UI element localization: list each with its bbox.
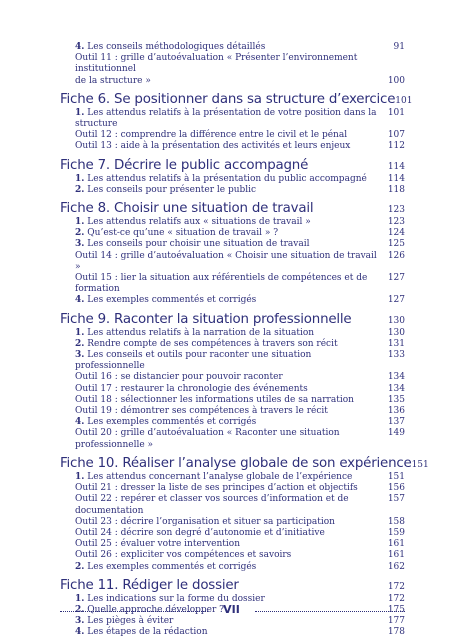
toc-chapter-heading[interactable] — [60, 312, 405, 327]
entry-text — [75, 483, 387, 494]
toc-entry[interactable] — [60, 562, 405, 573]
page-ref: 172 — [387, 581, 405, 592]
chapter-title: Fiche 8. Choisir une situation de travail — [60, 201, 314, 217]
toc-entry[interactable] — [60, 350, 405, 372]
entry-text — [75, 372, 387, 383]
entry-text — [75, 273, 387, 295]
page-ref: 114 — [387, 161, 405, 172]
entry-number: 1. — [75, 107, 85, 118]
entry-label: Outil 22 : repérer et classer vos sources d’information et de documentation — [75, 494, 349, 516]
page-ref: 134 — [387, 383, 405, 394]
toc-entry[interactable] — [60, 174, 405, 185]
toc-entry[interactable] — [60, 395, 405, 406]
entry-text — [75, 108, 387, 130]
entry-label: Les pièges à éviter — [87, 616, 174, 627]
toc-entry[interactable] — [60, 228, 405, 239]
entry-label: Outil 24 : décrire son degré d’autonomie et d’initiative — [75, 527, 325, 538]
toc-chapter-heading[interactable] — [60, 91, 413, 107]
entry-text — [75, 239, 387, 250]
page-ref: 133 — [387, 350, 405, 361]
entry-number: 2. — [75, 338, 85, 349]
entry-number: 1. — [75, 593, 85, 604]
entry-number: 4. — [75, 627, 85, 638]
page-ref: 177 — [387, 616, 405, 627]
page-ref: 149 — [387, 428, 405, 439]
entry-text — [75, 228, 387, 239]
entry-label: Outil 25 : évaluer votre intervention — [75, 539, 241, 550]
toc-entry[interactable] — [60, 251, 405, 273]
entry-label: Les indications sur la forme du dossier — [87, 593, 265, 604]
toc-chapter-heading[interactable] — [60, 578, 405, 593]
entry-text — [75, 428, 387, 450]
entry-number: 4. — [75, 42, 85, 52]
entry-text — [75, 417, 387, 428]
page-ref: 91 — [393, 42, 405, 52]
footer-dotted-rule-right — [255, 611, 405, 612]
toc-entry[interactable] — [60, 539, 405, 550]
page-number: VII — [223, 603, 240, 616]
entry-text — [75, 550, 387, 561]
toc-entry[interactable] — [60, 108, 405, 130]
page-ref: 175 — [387, 604, 405, 615]
entry-label: Outil 16 : se distancier pour pouvoir raconter — [75, 372, 283, 383]
toc-chapter-heading[interactable] — [60, 201, 405, 216]
entry-label: Qu’est-ce qu’une « situation de travail » ? — [87, 228, 279, 239]
toc-entry[interactable] — [60, 384, 405, 395]
page-footer — [0, 601, 450, 621]
entry-label: Les conseils pour présenter le public — [87, 184, 257, 195]
entry-label: de la structure » — [75, 75, 151, 86]
chapter-title: Fiche 6. Se positionner dans sa structure d’exercice — [60, 91, 396, 107]
toc-entry[interactable] — [60, 328, 405, 339]
page-ref: 100 — [387, 75, 405, 86]
toc-chapter-heading[interactable] — [60, 455, 429, 471]
toc-entry[interactable] — [60, 627, 405, 638]
page-ref: 127 — [387, 295, 405, 306]
entry-label: Quelle approche développer ? — [87, 604, 224, 615]
toc-entry[interactable] — [60, 417, 405, 428]
entry-text — [75, 350, 387, 372]
entry-label: Outil 12 : comprendre la différence entre le civil et le pénal — [75, 130, 348, 141]
page-ref: 114 — [387, 173, 405, 184]
toc-entry[interactable] — [60, 528, 405, 539]
entry-text — [75, 494, 387, 516]
entry-text — [75, 384, 387, 395]
page-ref: 101 — [387, 107, 405, 118]
entry-text — [75, 42, 387, 53]
entry-number: 3. — [75, 616, 85, 627]
page-ref: 123 — [387, 205, 405, 216]
entry-number: 1. — [75, 217, 85, 228]
entry-text — [75, 406, 387, 417]
page-ref: 124 — [387, 228, 405, 239]
page-ref: 130 — [387, 315, 405, 326]
page-ref: 161 — [387, 539, 405, 550]
page-ref: 126 — [387, 250, 405, 261]
entry-label: Les attendus relatifs à la présentation du public accompagné — [87, 173, 367, 184]
entry-number: 1. — [75, 471, 85, 482]
toc-entry[interactable] — [60, 53, 405, 75]
page-ref: 134 — [387, 372, 405, 383]
entry-text — [75, 53, 387, 75]
entry-text — [75, 517, 387, 528]
page-ref: 162 — [387, 561, 405, 572]
entry-label: Les conseils et outils pour raconter une situation professionnelle — [75, 350, 312, 372]
entry-text — [75, 328, 387, 339]
page-ref: 156 — [387, 483, 405, 494]
toc-entry[interactable] — [60, 339, 405, 350]
page-ref: 178 — [387, 627, 405, 638]
entry-text — [75, 185, 387, 196]
entry-text — [75, 395, 387, 406]
entry-text — [75, 130, 387, 141]
toc-entry[interactable] — [60, 550, 405, 561]
entry-label: Outil 26 : expliciter vos compétences et savoirs — [75, 550, 292, 561]
entry-label: Outil 23 : décrire l’organisation et situer sa participation — [75, 516, 335, 527]
entry-label: Outil 20 : grille d’autoévaluation « Raconter une situation professionnelle » — [75, 428, 340, 450]
entry-number: 3. — [75, 239, 85, 250]
entry-label: Les conseils méthodologiques détaillés — [87, 42, 266, 52]
toc-entry[interactable] — [60, 141, 405, 152]
entry-number: 2. — [75, 561, 85, 572]
entry-number: 2. — [75, 184, 85, 195]
entry-label: Outil 18 : sélectionner les informations utiles de sa narration — [75, 394, 354, 405]
entry-label: Outil 15 : lier la situation aux référentiels de compétences et de formation — [75, 273, 368, 295]
entry-label: Les attendus relatifs à la narration de la situation — [87, 327, 315, 338]
entry-text — [75, 251, 387, 273]
toc-entry[interactable] — [60, 185, 405, 196]
entry-text — [75, 539, 387, 550]
page-ref: 123 — [387, 217, 405, 228]
toc-entry[interactable] — [60, 406, 405, 417]
entry-text — [75, 339, 387, 350]
entry-text — [75, 174, 387, 185]
entry-number: 2. — [75, 228, 85, 239]
toc-entry[interactable] — [60, 295, 405, 306]
entry-label: Les attendus relatifs à la présentation de votre position dans la structure — [75, 107, 377, 130]
page-ref: 172 — [387, 593, 405, 604]
entry-text — [75, 472, 387, 483]
page-ref: 112 — [387, 141, 405, 152]
chapter-title: Fiche 7. Décrire le public accompagné — [60, 157, 309, 173]
toc-chapter-heading[interactable] — [60, 158, 405, 173]
entry-label: Outil 21 : dresser la liste de ses principes d’action et objectifs — [75, 483, 358, 494]
entry-number: 3. — [75, 350, 85, 361]
page-ref: 127 — [387, 273, 405, 284]
toc-entry[interactable] — [60, 428, 405, 450]
entry-number: 4. — [75, 295, 85, 306]
toc-entry[interactable] — [60, 517, 405, 528]
entry-label: Les exemples commentés et corrigés — [87, 561, 257, 572]
toc-entry[interactable] — [60, 76, 405, 87]
page-ref: 118 — [387, 184, 405, 195]
entry-label: Les attendus concernant l’analyse globale de l’expérience — [87, 471, 353, 482]
chapter-title: Fiche 11. Rédiger le dossier — [60, 577, 239, 593]
page-ref: 131 — [387, 338, 405, 349]
entry-label: Les conseils pour choisir une situation de travail — [87, 239, 310, 250]
footer-dotted-rule-left — [60, 611, 208, 612]
entry-number: 1. — [75, 327, 85, 338]
page-ref: 136 — [387, 406, 405, 417]
page-ref: 130 — [387, 327, 405, 338]
toc-entry[interactable] — [60, 494, 405, 516]
page-ref: 137 — [387, 417, 405, 428]
entry-text — [75, 562, 387, 573]
toc-entry[interactable] — [60, 472, 405, 483]
entry-label: Les exemples commentés et corrigés — [87, 295, 257, 306]
page-ref: 161 — [387, 550, 405, 561]
entry-number: 1. — [75, 173, 85, 184]
entry-label: Rendre compte de ses compétences à travers son récit — [87, 338, 338, 349]
page-ref: 107 — [387, 130, 405, 141]
entry-number: 2. — [75, 604, 85, 615]
page-ref: 159 — [387, 527, 405, 538]
entry-label: Les étapes de la rédaction — [87, 627, 208, 638]
entry-number: 4. — [75, 417, 85, 428]
toc-entry[interactable] — [60, 217, 405, 228]
page-ref: 101 — [395, 95, 413, 106]
page-ref: 158 — [387, 516, 405, 527]
toc-entry[interactable] — [60, 273, 405, 295]
page-ref: 135 — [387, 394, 405, 405]
entry-label: Outil 14 : grille d’autoévaluation « Choisir une situation de travail » — [75, 250, 377, 272]
entry-text — [75, 627, 387, 638]
page-ref: 151 — [411, 459, 429, 470]
toc-entry[interactable] — [60, 130, 405, 141]
entry-text — [75, 217, 387, 228]
entry-text — [75, 295, 387, 306]
toc-entry[interactable] — [60, 42, 405, 53]
entry-label: Outil 17 : restaurer la chronologie des événements — [75, 383, 308, 394]
page-ref: 151 — [387, 471, 405, 482]
chapter-title: Fiche 9. Raconter la situation professionnelle — [60, 311, 352, 327]
page-ref: 157 — [387, 494, 405, 505]
toc-entry[interactable] — [60, 239, 405, 250]
entry-label: Outil 11 : grille d’autoévaluation « Présenter l’environnement institutionnel — [75, 53, 358, 75]
entry-label: Outil 13 : aide à la présentation des activités et leurs enjeux — [75, 141, 351, 152]
entry-label: Les attendus relatifs aux « situations de travail » — [87, 217, 311, 228]
chapter-title: Fiche 10. Réaliser l’analyse globale de son expérience — [60, 455, 412, 471]
table-of-contents — [60, 42, 429, 639]
entry-label: Outil 19 : démontrer ses compétences à travers le récit — [75, 406, 328, 417]
entry-text — [75, 76, 387, 87]
toc-entry[interactable] — [60, 372, 405, 383]
entry-text — [75, 141, 387, 152]
page-ref: 125 — [387, 239, 405, 250]
entry-label: Les exemples commentés et corrigés — [87, 417, 257, 428]
toc-entry[interactable] — [60, 483, 405, 494]
entry-text — [75, 528, 387, 539]
